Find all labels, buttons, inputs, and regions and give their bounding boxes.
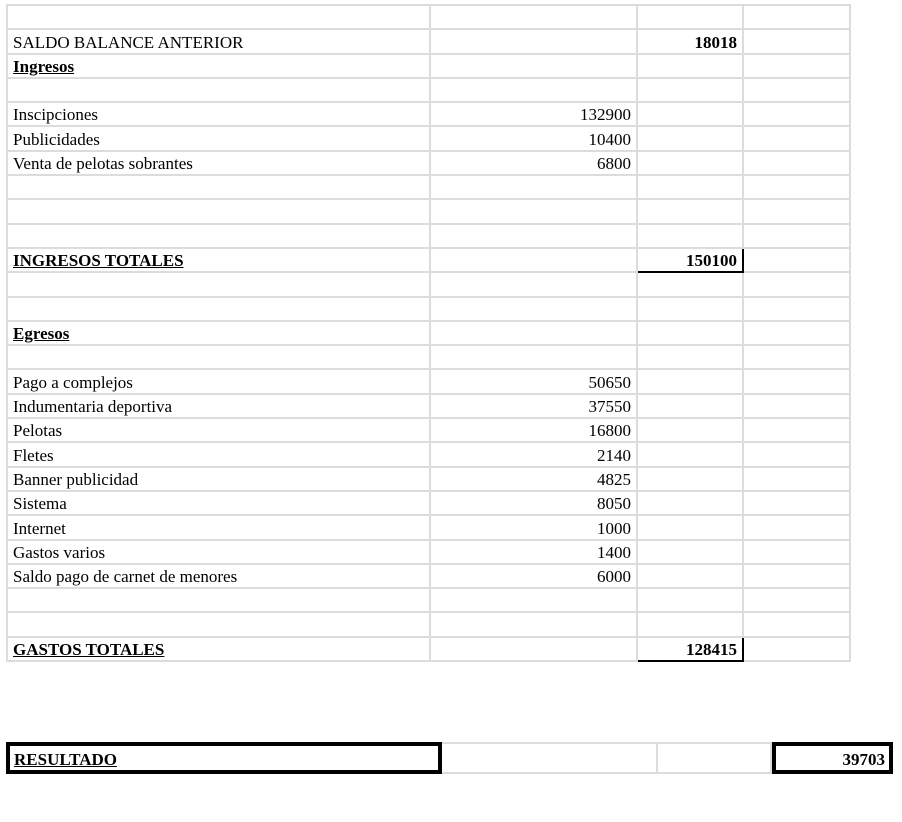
table-row bbox=[7, 418, 850, 442]
ingresos-total-label[interactable]: INGRESOS TOTALES bbox=[7, 248, 430, 272]
table-row bbox=[7, 102, 850, 126]
resultado-value[interactable]: 39703 bbox=[772, 742, 893, 774]
egreso-label[interactable]: Pago a complejos bbox=[7, 369, 430, 393]
egreso-label[interactable]: Internet bbox=[7, 515, 430, 539]
egreso-value[interactable]: 4825 bbox=[430, 467, 637, 491]
egreso-value[interactable]: 50650 bbox=[430, 369, 637, 393]
saldo-anterior-row bbox=[7, 29, 850, 53]
egreso-label[interactable]: Fletes bbox=[7, 442, 430, 466]
egreso-value[interactable]: 6000 bbox=[430, 564, 637, 588]
egresos-heading[interactable]: Egresos bbox=[7, 321, 430, 345]
table-row bbox=[7, 564, 850, 588]
gastos-total-label[interactable]: GASTOS TOTALES bbox=[7, 637, 430, 661]
sheet-row bbox=[7, 272, 850, 296]
sheet-row bbox=[7, 612, 850, 636]
egreso-label[interactable]: Saldo pago de carnet de menores bbox=[7, 564, 430, 588]
ingresos-total-value[interactable]: 150100 bbox=[637, 248, 743, 272]
cell-divider bbox=[656, 744, 658, 772]
balance-sheet bbox=[6, 4, 851, 662]
table-row bbox=[7, 467, 850, 491]
egreso-label[interactable]: Banner publicidad bbox=[7, 467, 430, 491]
ingreso-value[interactable]: 132900 bbox=[430, 102, 637, 126]
sheet-row bbox=[7, 345, 850, 369]
saldo-anterior-label[interactable]: SALDO BALANCE ANTERIOR bbox=[7, 29, 430, 53]
egreso-label[interactable]: Pelotas bbox=[7, 418, 430, 442]
egreso-value[interactable]: 37550 bbox=[430, 394, 637, 418]
egreso-value[interactable]: 1000 bbox=[430, 515, 637, 539]
ingreso-label[interactable]: Inscipciones bbox=[7, 102, 430, 126]
table-row bbox=[7, 394, 850, 418]
egreso-value[interactable]: 16800 bbox=[430, 418, 637, 442]
table-row bbox=[7, 491, 850, 515]
egreso-value[interactable]: 1400 bbox=[430, 540, 637, 564]
egresos-heading-row bbox=[7, 321, 850, 345]
sheet-row bbox=[7, 78, 850, 102]
ingreso-label[interactable]: Publicidades bbox=[7, 126, 430, 150]
table-row bbox=[7, 540, 850, 564]
ingreso-label[interactable]: Venta de pelotas sobrantes bbox=[7, 151, 430, 175]
ingresos-heading-row bbox=[7, 54, 850, 78]
egreso-label[interactable]: Sistema bbox=[7, 491, 430, 515]
table-row bbox=[7, 369, 850, 393]
sheet-row bbox=[7, 175, 850, 199]
ingreso-value[interactable]: 6800 bbox=[430, 151, 637, 175]
resultado-empty-cells[interactable] bbox=[442, 742, 772, 774]
table-row bbox=[7, 442, 850, 466]
ingresos-heading[interactable]: Ingresos bbox=[7, 54, 430, 78]
egreso-label[interactable]: Gastos varios bbox=[7, 540, 430, 564]
egreso-value[interactable]: 8050 bbox=[430, 491, 637, 515]
sheet-row bbox=[7, 5, 850, 29]
resultado-label[interactable]: RESULTADO bbox=[6, 742, 442, 774]
sheet-row bbox=[7, 199, 850, 223]
ingresos-total-row bbox=[7, 248, 850, 272]
egreso-value[interactable]: 2140 bbox=[430, 442, 637, 466]
ingreso-value[interactable]: 10400 bbox=[430, 126, 637, 150]
sheet-row bbox=[7, 588, 850, 612]
gastos-total-value[interactable]: 128415 bbox=[637, 637, 743, 661]
sheet-row bbox=[7, 297, 850, 321]
saldo-anterior-value[interactable]: 18018 bbox=[637, 29, 743, 53]
table-row bbox=[7, 126, 850, 150]
table-row bbox=[7, 515, 850, 539]
egresos-total-row bbox=[7, 637, 850, 661]
egreso-label[interactable]: Indumentaria deportiva bbox=[7, 394, 430, 418]
table-row bbox=[7, 151, 850, 175]
sheet-row bbox=[7, 224, 850, 248]
